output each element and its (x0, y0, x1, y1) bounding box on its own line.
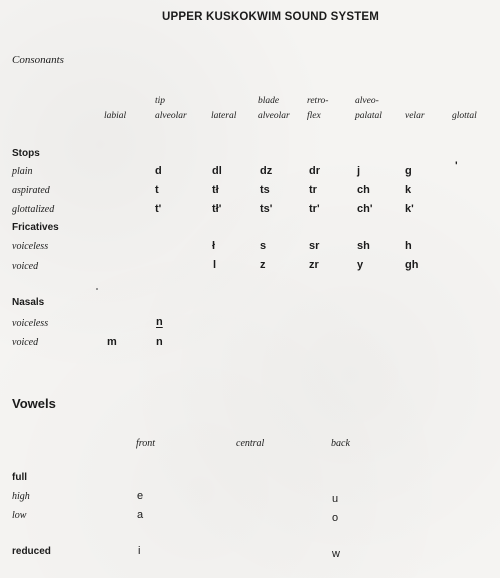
stop-plain-tip-alveolar: d (155, 165, 162, 177)
col-header-lateral (211, 109, 236, 124)
col-header-labial (104, 109, 126, 124)
fricative-voiced-lateral: l (213, 259, 217, 271)
col-header-blade-alveolar-line1: blade (258, 96, 280, 106)
vowel-low-back: o (332, 512, 339, 524)
nasal-voiced-tip-alveolar: n (156, 336, 163, 348)
col-header-labial-line1: labial (104, 111, 127, 121)
stop-glottalized-alveopalatal: ch' (357, 203, 373, 215)
vowel-col-front: front (136, 438, 156, 449)
vowel-high-front: e (137, 490, 144, 502)
vowel-reduced-label: reduced (12, 546, 51, 557)
stop-aspirated-blade-alveolar: ts (260, 184, 270, 196)
row-label-nasal-voiced: voiced (12, 337, 39, 348)
stop-glottalized-tip-alveolar: t' (155, 203, 162, 215)
vowel-high-back: u (332, 493, 339, 505)
row-label-plain: plain (12, 166, 33, 177)
stop-glottalized-blade-alveolar: ts' (260, 203, 273, 215)
row-label-glottalized: glottalized (12, 204, 55, 215)
vowel-full-heading: full (12, 472, 27, 483)
col-header-blade-alveolar (258, 94, 290, 124)
vowel-row-low: low (12, 510, 27, 521)
row-label-nasal-voiceless: voiceless (12, 318, 49, 329)
stop-plain-velar: g (405, 165, 412, 177)
stop-glottalized-retroflex: tr' (309, 203, 320, 215)
vowel-col-back: back (331, 438, 350, 449)
col-header-glottal (452, 109, 477, 124)
fricative-voiceless-retroflex: sr (309, 240, 320, 252)
col-header-retroflex-line1: retro- (307, 96, 329, 106)
stop-plain-lateral: dl (212, 165, 222, 177)
stop-plain-blade-alveolar: dz (260, 165, 273, 177)
stop-glottalized-lateral: tł' (212, 203, 222, 215)
col-header-tip-alveolar-line2: alveolar (155, 111, 187, 121)
col-header-alveopalatal (355, 94, 382, 124)
row-label-fricative-voiceless: voiceless (12, 241, 49, 252)
stop-aspirated-velar: k (405, 184, 412, 196)
stop-plain-alveopalatal: j (357, 165, 361, 177)
col-header-alveopalatal-line1: alveo- (355, 96, 379, 106)
row-label-aspirated: aspirated (12, 185, 50, 196)
fricative-voiced-alveopalatal: y (357, 259, 364, 271)
nasals-heading: Nasals (12, 297, 45, 308)
fricative-voiced-blade-alveolar: z (260, 259, 266, 271)
stops-heading: Stops (12, 148, 40, 159)
fricative-voiceless-velar: h (405, 240, 412, 252)
speck (96, 288, 98, 290)
stop-aspirated-tip-alveolar: t (155, 184, 159, 196)
col-header-tip-alveolar (155, 94, 187, 124)
row-label-fricative-voiced: voiced (12, 261, 39, 272)
fricative-voiced-retroflex: zr (309, 259, 319, 271)
col-header-retroflex (307, 94, 328, 124)
nasal-voiceless-tip-alveolar: n (156, 316, 163, 328)
col-header-velar-line1: velar (405, 111, 425, 121)
col-header-blade-alveolar-line2: alveolar (258, 111, 290, 121)
vowel-col-central: central (236, 438, 265, 449)
col-header-tip-alveolar-line1: tip (155, 96, 166, 106)
col-header-retroflex-line2: flex (307, 111, 321, 121)
consonants-heading: Consonants (12, 54, 64, 66)
fricative-voiceless-lateral: ł (212, 240, 216, 252)
fricative-voiceless-blade-alveolar: s (260, 240, 267, 252)
stop-aspirated-alveopalatal: ch (357, 184, 370, 196)
vowel-row-high: high (12, 491, 30, 502)
vowel-low-front: a (137, 509, 144, 521)
stop-aspirated-lateral: tł (212, 184, 219, 196)
vowel-reduced-front: i (138, 545, 141, 557)
page-title: UPPER KUSKOKWIM SOUND SYSTEM (162, 11, 380, 23)
stop-plain-retroflex: dr (309, 165, 320, 177)
vowel-reduced-back: w (332, 548, 340, 560)
fricatives-heading: Fricatives (12, 222, 59, 233)
stop-plain-glottal: ' (455, 160, 458, 172)
col-header-lateral-line1: lateral (211, 111, 237, 121)
col-header-velar (405, 109, 425, 124)
nasal-voiced-labial: m (107, 336, 117, 348)
fricative-voiceless-alveopalatal: sh (357, 240, 370, 252)
col-header-alveopalatal-line2: palatal (355, 111, 382, 121)
stop-glottalized-velar: k' (405, 203, 414, 215)
stop-aspirated-retroflex: tr (309, 184, 317, 196)
col-header-glottal-line1: glottal (452, 111, 477, 121)
fricative-voiced-velar: gh (405, 259, 419, 271)
vowels-heading: Vowels (12, 396, 56, 411)
